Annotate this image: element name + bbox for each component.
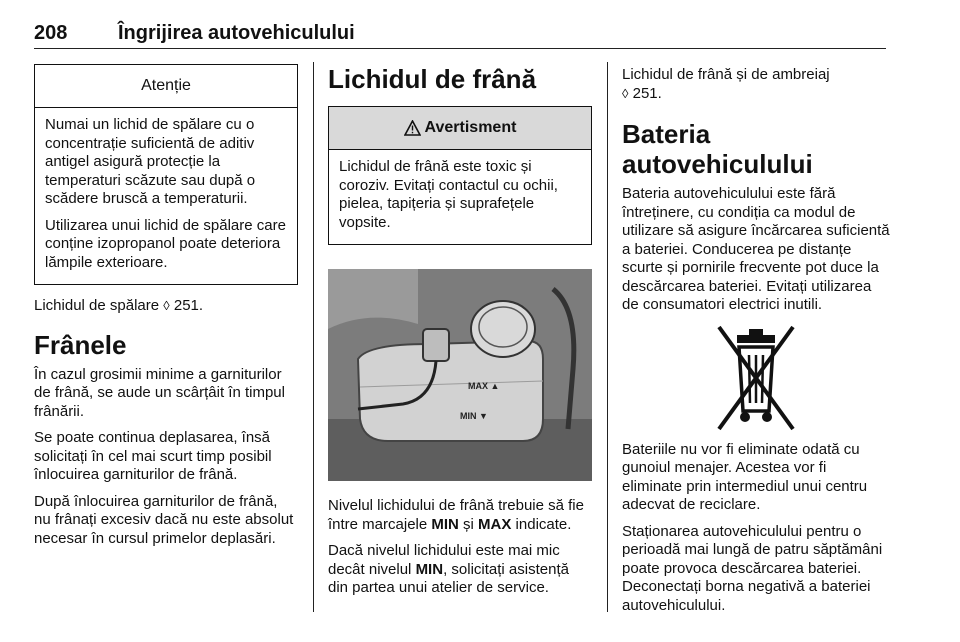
brakes-paragraph-2: Se poate continua deplasarea, însă solicitați în cel mai scurt timp posibil înlocuirea garniturilor de frână. (34, 429, 272, 483)
battery-paragraph-1: Bateria autovehiculului este fără întreținere, cu condiția ca modul de utilizare să asigure încărcarea suficientă a bateriei. Conducerea pe distanțe scurte și pornirile frecvente pot duce la descărcarea bateriei. Evitați utilizarea de consumatori electrici inutili. (622, 185, 890, 313)
column-divider-2 (607, 62, 608, 612)
caution-box (34, 64, 298, 285)
brake-fluid-reservoir-photo (328, 269, 592, 481)
brake-fluid-low-paragraph: Dacă nivelul lichidului este mai mic decât nivelul MIN, solicitați asistență din partea unui atelier de service. (328, 542, 569, 596)
caution-paragraph-2: Utilizarea unui lichid de spălare care conține izopropanol poate deteriora lămpile exterioare. (45, 216, 286, 271)
caution-paragraph-1: Numai un lichid de spălare cu o concentrație suficientă de aditiv antigel asigură protecție la temperaturi scăzute sau după o scădere bruscă a temperaturii. (45, 116, 256, 207)
brakes-heading: Frânele (34, 329, 127, 360)
crossed-out-bin-icon (715, 323, 797, 433)
max-mark-label: MAX ▲ (468, 381, 500, 391)
brake-fluid-heading: Lichidul de frână (328, 64, 537, 94)
column-3 (622, 66, 890, 623)
warning-triangle-icon (404, 120, 421, 136)
warning-text: Lichidul de frână este toxic și coroziv. Evitați contactul cu ochii, pielea, tapițeria și suprafețele vopsite. (339, 158, 558, 231)
column-1 (34, 64, 298, 556)
min-mark-reference: MIN (415, 560, 444, 578)
chapter-title: Îngrijirea autovehiculului (118, 22, 355, 44)
brakes-paragraph-1: În cazul grosimii minime a garniturilor de frână, se aude un scârțâit în timpul frânării. (34, 365, 285, 420)
header-rule (34, 48, 886, 49)
page-header (34, 22, 355, 45)
warning-box (328, 106, 592, 245)
page-reference-icon: ◊ (163, 298, 170, 313)
page-reference-icon: ◊ (622, 85, 629, 101)
washer-fluid-reference: Lichidul de spălare ◊ 251. (34, 297, 204, 314)
min-mark-reference: MIN (431, 515, 459, 533)
battery-paragraph-2: Bateriile nu vor fi eliminate odată cu gunoiul menajer. Acestea vor fi eliminate prin intermediul unui centru adecvat de reciclare. (622, 440, 868, 513)
warning-title: Avertisment (424, 119, 517, 136)
column-divider-1 (313, 62, 314, 612)
battery-paragraph-3: Staționarea autovehiculului pentru o perioadă mai lungă de patru săptămâni poate provoca descărcarea bateriei. Deconectați borna negativă a bateriei autovehiculului. (622, 522, 883, 614)
page-number: 208 (34, 22, 68, 44)
caution-title: Atenție (35, 65, 297, 108)
min-mark-label: MIN ▼ (460, 411, 488, 421)
brakes-paragraph-3: După înlocuirea garniturilor de frână, nu frânați excesiv dacă nu este absolut necesar în cursul primelor deplasări. (34, 492, 294, 547)
max-mark-reference: MAX (478, 515, 512, 533)
brake-fluid-level-paragraph: Nivelul lichidului de frână trebuie să fie între marcajele MIN și MAX indicate. (328, 497, 584, 533)
brake-clutch-fluid-reference: Lichidul de frână și de ambreiaj ◊ 251. (622, 66, 830, 102)
column-2 (328, 64, 592, 606)
battery-heading: Bateria autovehiculului (622, 119, 813, 179)
